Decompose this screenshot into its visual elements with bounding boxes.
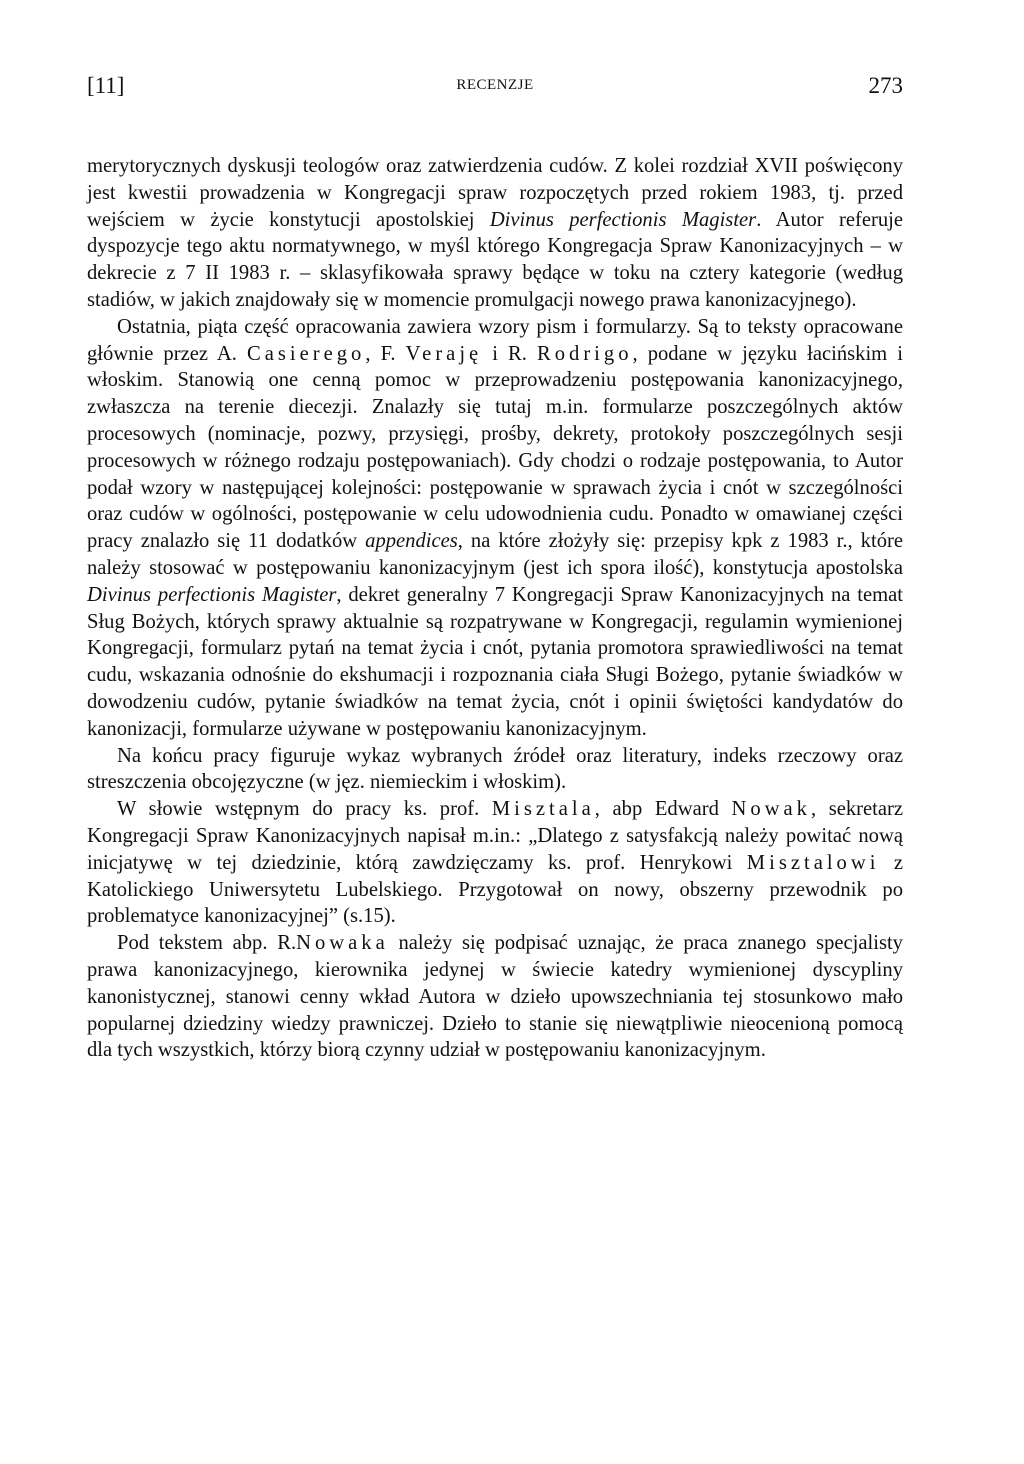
text-run: , na które złożyły się: przepisy kpk z 1983 r., które należy stosować w postępowaniu kanonizacyjnym (jest ich spora ilość), konstytucja apostolska — [87, 530, 903, 579]
text-run: Pod tekstem abp. R. — [117, 932, 297, 955]
spaced-surname: Misztala — [491, 798, 595, 821]
page-number: 273 — [868, 73, 903, 98]
text-run: . Autor referuje dyspozycje tego aktu normatywnego, w myśl którego Kongregacja Spraw Kanonizacyjnych – w dekrecie z 7 II 1983 r. – sklasyfikowała sprawy będące w toku na cztery kategorie (według stadiów, w jakich znajdowały się w momencie promulgacji nowego prawa kanonizacyjnego). — [87, 208, 904, 311]
spaced-surname: Nowaka — [296, 932, 389, 955]
text-run: , podane w języku łacińskim i włoskim. Stanowią one cenną pomoc w przeprowadzeniu postępowania kanonizacyjnego, zwłaszcza na terenie diecezji. Znalazły się tutaj m.in. formularze poszczególnych aktów procesowych (nominacje, pozwy, przysięgi, prośby, dekrety, protokoły poszczególnych sesji procesowych w różnego rodzaju postępowaniach). Gdy chodzi o rodzaje postępowania, to Autor podał wzory w następującej kolejności: postępowanie w sprawach życia i cnót w szczególności oraz cudów w ogólności, postępowanie w celu udowodnienia cudu. Ponadto w omawianej części pracy znalazło się 11 dodatków — [87, 342, 903, 553]
text-run: , dekret generalny 7 Kongregacji Spraw Kanonizacyjnych na temat Sług Bożych, których sprawy aktualnie są rozpatrywane w Kongregacji, regulamin wymienionej Kongregacji, formularz pytań na temat życia i cnót, pytania promotora sprawiedliwości na temat cudu, wskazania odnośnie do ekshumacji i rozpoznania ciała Sługi Bożego, pytanie świadków w dowodzeniu cudów, pytanie świadków na temat życia, cnót i opinii świętości kandydatów do kanonizacji, formularze używane w postępowaniu kanonizacyjnym. — [87, 583, 903, 740]
spaced-surname: Nowak — [731, 798, 811, 821]
running-header — [87, 73, 903, 113]
paragraph — [87, 743, 903, 797]
text-run: z Katolickiego Uniwersytetu Lubelskiego. Przygotował on nowy, obszerny przewodnik po problematyce kanonizacyjnej” (s.15). — [87, 851, 904, 928]
text-run: i R. — [482, 342, 537, 365]
text-run: , sekretarz Kongregacji Spraw Kanonizacyjnych napisał m.in.: „Dlatego z satysfakcją należy powitać nową inicjatywę w tej dziedzinie, którą zawdzięczamy ks. prof. Henrykowi — [87, 798, 904, 874]
spaced-surname: Casierego — [247, 342, 366, 365]
text-run: , F. — [365, 342, 406, 365]
italic-title: Divinus perfectionis Magister — [489, 208, 757, 231]
paragraph — [87, 314, 903, 743]
text-run: merytorycznych dyskusji teologów oraz zatwierdzenia cudów. Z kolei rozdział XVII poświęcony jest kwestii prowadzenia w Kongregacji spraw rozpoczętych przed rokiem 1983, tj. przed wejściem w życie konstytucji apostolskiej — [87, 155, 903, 231]
italic-title: Divinus perfectionis Magister — [87, 583, 337, 606]
paragraph — [87, 930, 903, 1064]
review-body-text — [87, 153, 903, 1064]
paragraph — [87, 153, 903, 314]
spaced-surname: Veraję — [405, 342, 483, 365]
running-title: RECENZJE — [456, 77, 534, 93]
text-run: W słowie wstępnym do pracy ks. prof. — [117, 798, 492, 821]
section-number: [11] — [87, 73, 125, 98]
text-run: Na końcu pracy figuruje wykaz wybranych źródeł oraz literatury, indeks rzeczowy oraz streszczenia obcojęzyczne (w jęz. niemieckim i włoskim). — [87, 744, 903, 794]
italic-title: appendices — [365, 530, 458, 553]
text-run: należy się podpisać uznając, że praca znanego specjalisty prawa kanonizacyjnego, kierownika jedynej w świecie katedry wymienionej dyscypliny kanonistycznej, stanowi cenny wkład Autora w dzieło upowszechniania tej stosunkowo mało popularnej dziedziny wiedzy prawniczej. Dzieło to stanie się niewątpliwie nieocenioną pomocą dla tych wszystkich, którzy biorą czynny udział w postępowaniu kanonizacyjnym. — [87, 932, 903, 1062]
spaced-surname: Rodrigo — [536, 342, 633, 365]
paragraph — [87, 796, 903, 930]
spaced-surname: Misztalowi — [746, 851, 880, 874]
text-run: Ostatnia, piąta część opracowania zawiera wzory pism i formularzy. Są to teksty opracowane głównie przez A. — [87, 315, 903, 365]
text-run: , abp Edward — [594, 798, 732, 821]
